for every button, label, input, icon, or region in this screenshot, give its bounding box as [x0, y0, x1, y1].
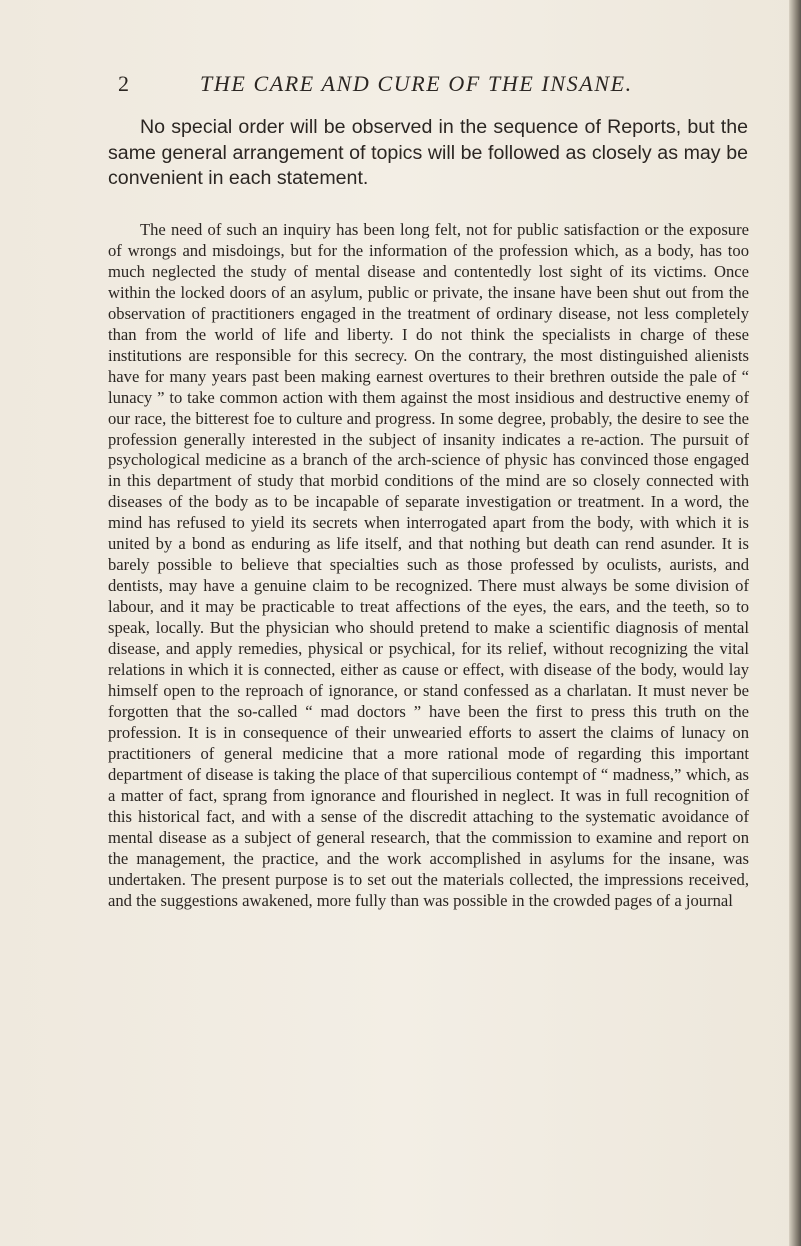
- running-header: [118, 71, 718, 97]
- page-number: 2: [118, 71, 130, 96]
- lead-paragraph: No special order will be observed in the sequence of Reports, but the same general arrangement of topics will be followed as closely as may be convenient in each statement.: [108, 116, 748, 189]
- body-paragraph: The need of such an inquiry has been long felt, not for public satisfaction or the exposure of wrongs and misdoings, but for the information of the profession which, as a body, has too much neglected the study of mental disease and contentedly lost sight of its victims. Once within the locked doors of an asylum, public or private, the insane have been shut out from the observation of practitioners engaged in the treatment of ordinary disease, not less completely than from the world of life and liberty. I do not think the specialists in charge of these institutions are responsible for this secrecy. On the contrary, the most distinguished alienists have for many years past been making earnest overtures to their brethren outside the pale of “ lunacy ” to take common action with them against the most insidious and destructive enemy of our race, the bitterest foe to culture and progress. In some degree, probably, the desire to see the profession generally interested in the subject of insanity indicates a re-action. The pursuit of psychological medicine as a branch of the arch-science of physic has convinced those engaged in this department of study that morbid conditions of the mind are so closely connected with diseases of the body as to be incapable of separate investigation or treatment. In a word, the mind has refused to yield its secrets when interrogated apart from the body, with which it is united by a bond as enduring as life itself, and that nothing but death can rend asunder. It is barely possible to believe that specialties such as those professed by oculists, aurists, and dentists, may have a genuine claim to be recognized. There must always be some division of labour, and it may be practicable to treat affections of the eyes, the ears, and the teeth, so to speak, locally. But the physician who should pretend to make a scientific diagnosis of mental disease, and apply remedies, physical or psychical, for its relief, without recognizing the vital relations in which it is connected, either as cause or effect, with disease of the body, would lay himself open to the reproach of ignorance, or stand confessed as a charlatan. It must never be forgotten that the so-called “ mad doctors ” have been the first to press this truth on the profession. It is in consequence of their unwearied efforts to assert the claims of lunacy on practitioners of general medicine that a more rational mode of regarding this important department of disease is taking the place of that supercilious contempt of “ madness,” which, as a matter of fact, sprang from ignorance and flourished in neglect. It was in full recognition of this historical fact, and with a sense of the discredit attaching to the systematic avoidance of mental disease as a subject of general research, that the commission to examine and report on the management, the practice, and the work accomplished in asylums for the insane, was undertaken. The present purpose is to set out the materials collected, the impressions received, and the suggestions awakened, more fully than was possible in the crowded pages of a journal: [108, 220, 749, 910]
- page-edge-shadow: [789, 0, 801, 1246]
- running-title: THE CARE AND CURE OF THE INSANE.: [200, 71, 633, 96]
